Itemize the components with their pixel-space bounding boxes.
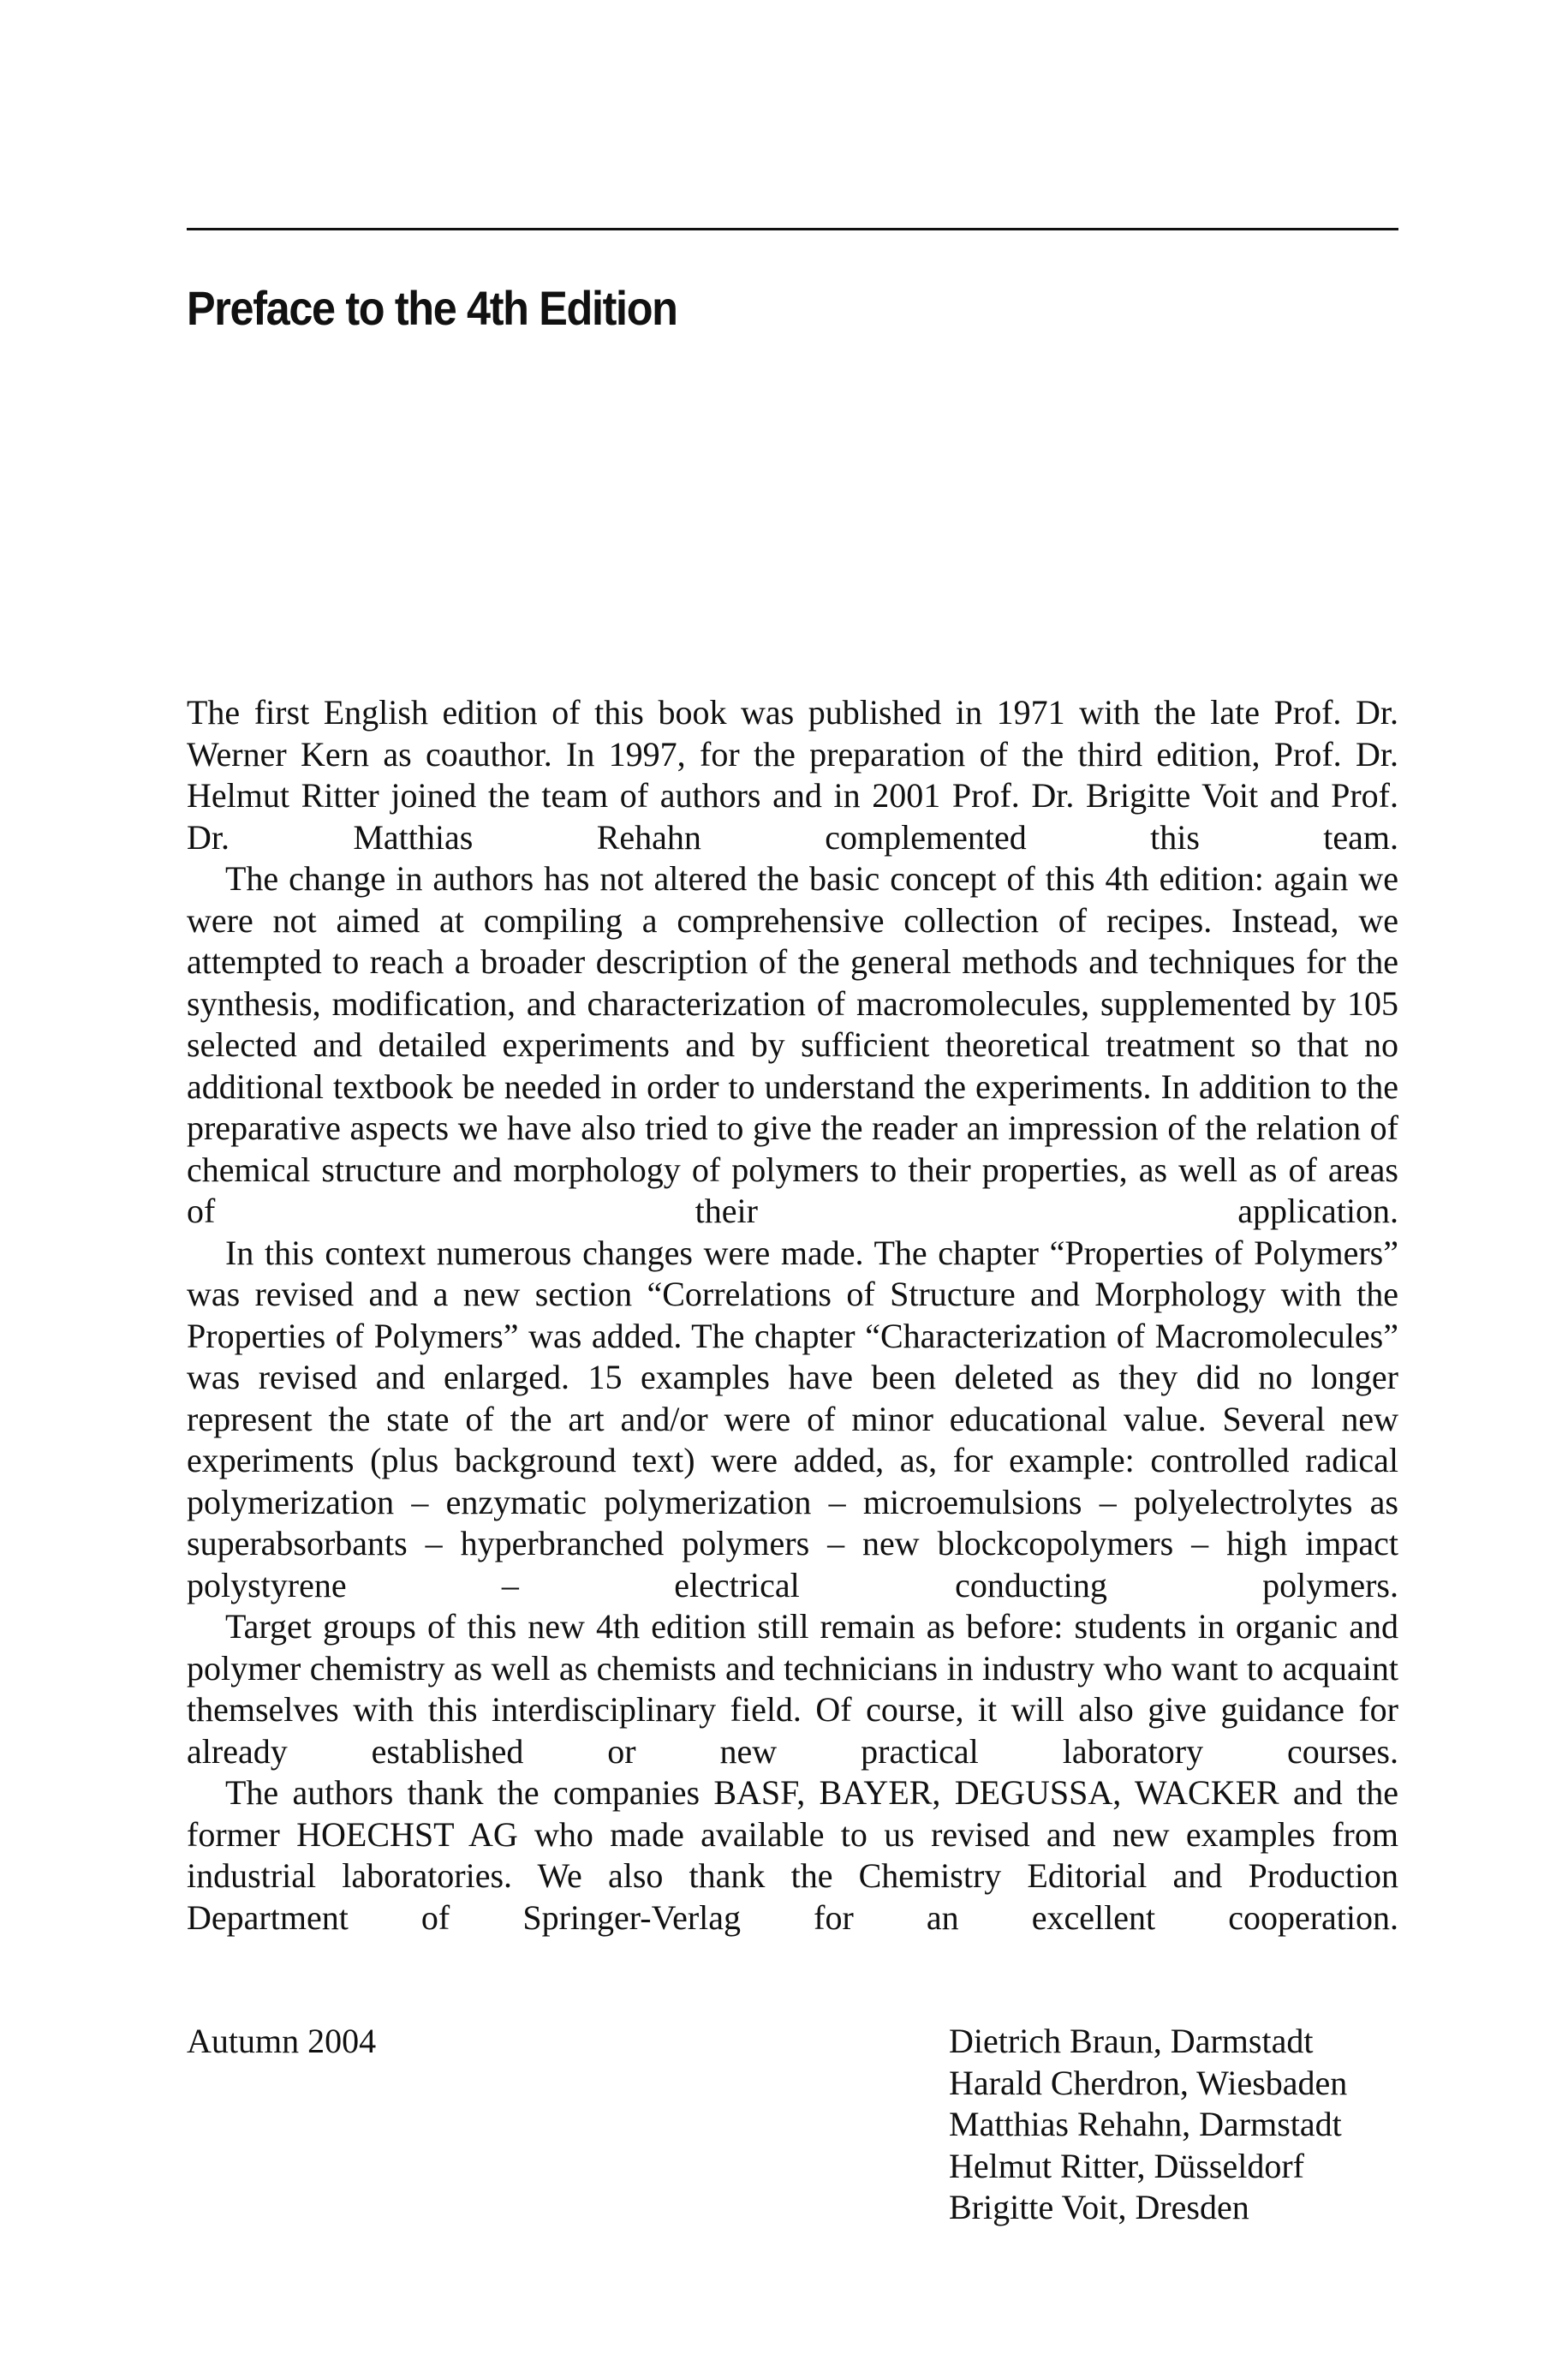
signature-voit: Brigitte Voit, Dresden [949,2188,1249,2226]
paragraph-2: The change in authors has not altered the basic concept of this 4th edition: again we were not aimed at compiling a comprehensive collection of recipes. Instead, we attempted to reach a broader description of the general methods and techniques for the synthesis, modification, and characterization of macromolecules, supplemented by 105 selected and detailed experiments and by sufficient theoretical treatment so that no additional textbook be needed in order to understand the experiments. In addition to the preparative aspects we have also tried to give the reader an impression of the relation of chemical structure and morphology of polymers to their properties, as well as of areas of their application. [187,859,1398,1230]
signature-cherdron: Harald Cherdron, Wiesbaden [949,2063,1348,2102]
paragraph-4: Target groups of this new 4th edition still remain as before: students in organic and polymer chemistry as well as chemists and technicians in industry who want to acquaint themselves with this interdisciplinary field. Of course, it will also give guidance for already established or new practical laboratory courses. [187,1607,1398,1771]
signature-ritter: Helmut Ritter, Düsseldorf [949,2146,1304,2185]
header-rule [187,228,1398,230]
preface-date: Autumn 2004 [187,2022,377,2060]
preface-body [187,692,1398,1939]
signature-rehahn: Matthias Rehahn, Darmstadt [949,2105,1342,2143]
page-title: Preface to the 4th Edition [187,281,677,335]
paragraph-1: The first English edition of this book was published in 1971 with the late Prof. Dr. Werner Kern as coauthor. In 1997, for the preparation of the third edition, Prof. Dr. Helmut Ritter joined the team of authors and in 2001 Prof. Dr. Brigitte Voit and Prof. Dr. Matthias Rehahn complemented this team. [187,693,1398,857]
paragraph-5: The authors thank the companies BASF, BAYER, DEGUSSA, WACKER and the former HOECHST AG who made available to us revised and new examples from industrial laboratories. We also thank the Chemistry Editorial and Production Department of Springer-Verlag for an excellent cooperation. [187,1773,1398,1937]
paragraph-3: In this context numerous changes were made. The chapter “Properties of Polymers” was revised and a new section “Correlations of Structure and Morphology with the Properties of Polymers” was added. The chapter “Characterization of Macromolecules” was revised and enlarged. 15 examples have been deleted as they did no longer represent the state of the art and/or were of minor educational value. Several new experiments (plus background text) were added, as, for example: controlled radical polymerization – enzymatic polymerization – microemulsions – polyelectrolytes as superabsorbants – hyperbranched polymers – new blockcopolymers – high impact polystyrene – electrical conducting polymers. [187,1233,1398,1604]
author-signatures [949,2021,1347,2229]
signature-braun: Dietrich Braun, Darmstadt [949,2022,1314,2060]
